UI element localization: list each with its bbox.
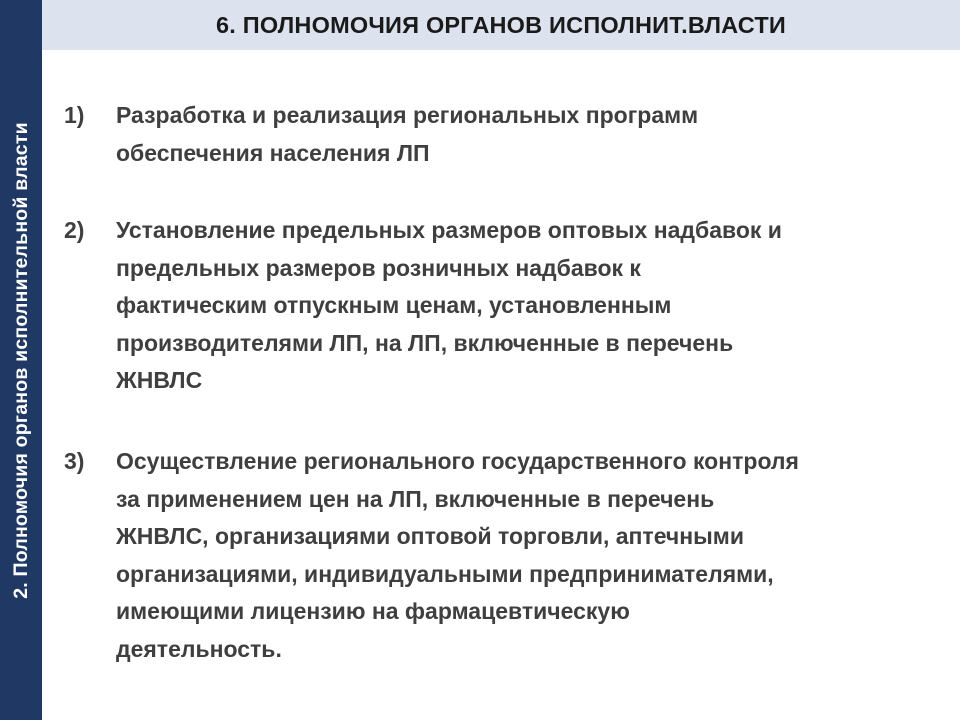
item-number: 2) xyxy=(64,217,85,243)
item-text-line: деятельность. xyxy=(116,635,282,662)
item-text xyxy=(116,443,954,668)
item-text xyxy=(116,97,954,172)
item-text-line: ЖНВЛС, организациями оптовой торговли, аптечными xyxy=(116,523,744,549)
item-text-line: фактическим отпускным ценам, установленным xyxy=(116,292,672,318)
list-item xyxy=(64,443,954,668)
slide-title: 6. ПОЛНОМОЧИЯ ОРГАНОВ ИСПОЛНИТ.ВЛАСТИ xyxy=(216,11,786,38)
item-text xyxy=(116,212,954,400)
item-number: 1) xyxy=(64,102,85,128)
item-number: 3) xyxy=(64,448,85,474)
list-item xyxy=(64,212,954,400)
item-text-line: Разработка и реализация региональных программ xyxy=(116,102,699,128)
item-text-line: имеющими лицензию на фармацевтическую xyxy=(116,598,630,624)
item-text-line: производителями ЛП, на ЛП, включенные в перечень xyxy=(116,329,734,356)
item-text-line: ЖНВЛС xyxy=(116,367,203,393)
item-text-line: обеспечения населения ЛП xyxy=(116,139,430,166)
list-item xyxy=(64,97,954,172)
item-text-line: Осуществление регионального государственного контроля xyxy=(116,448,799,474)
section-label-text: 2. Полномочия органов исполнительной власти xyxy=(9,121,32,599)
item-text-line: организациями, индивидуальными предпринимателями, xyxy=(116,560,774,587)
item-text-line: за применением цен на ЛП, включенные в перечень xyxy=(116,485,715,512)
item-text-line: предельных размеров розничных надбавок к xyxy=(116,254,641,281)
item-text-line: Установление предельных размеров оптовых надбавок и xyxy=(116,217,782,243)
